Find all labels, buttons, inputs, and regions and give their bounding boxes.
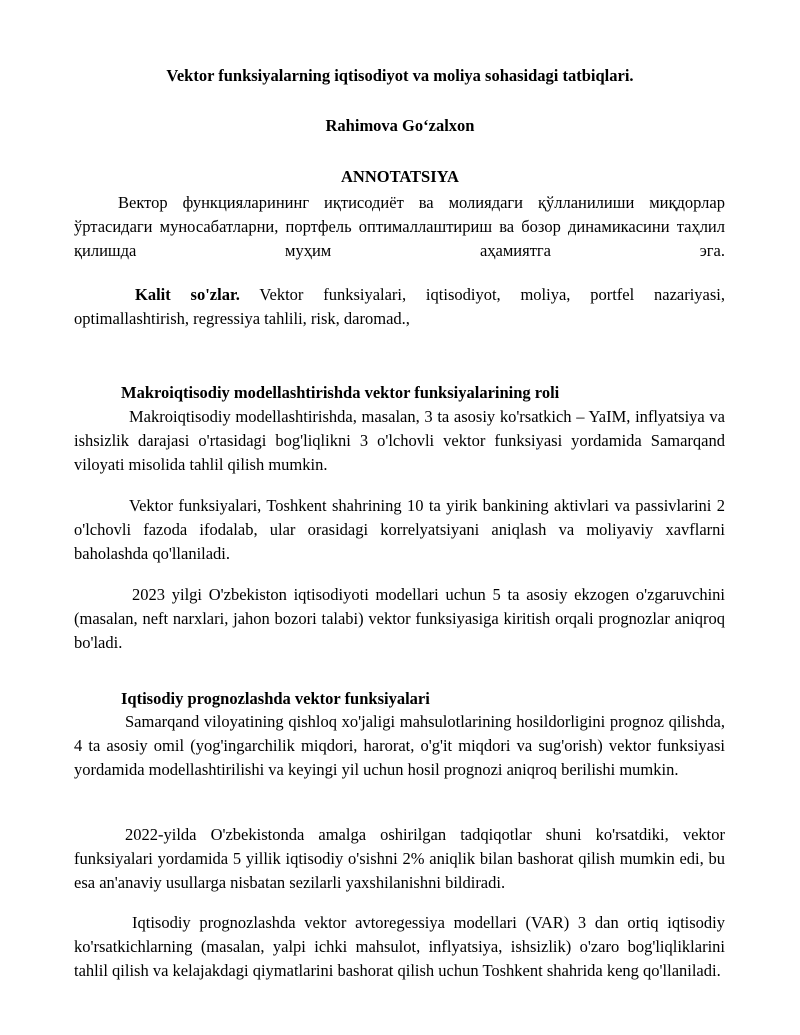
section-paragraph: Vektor funksiyalari, Toshkent shahrining 10 ta yirik bankining aktivlari va passivlarini 2 o'lchovli fazoda ifodalab, ular orasidagi korrelyatsiyani aniqlash va moliyaviy xavflarni baholashda qo'llaniladi.	[74, 496, 725, 563]
annotation-heading: ANNOTATSIYA	[341, 167, 459, 186]
section-heading: Iqtisodiy prognozlashda vektor funksiyalari	[121, 689, 430, 708]
section-heading: Makroiqtisodiy modellashtirishda vektor funksiyalarining roli	[121, 383, 560, 402]
section-paragraph: Makroiqtisodiy modellashtirishda, masalan, 3 ta asosiy ko'rsatkich – YaIM, inflyatsiya va ishsizlik darajasi o'rtasidagi bog'liqlikni 3 o'lchovli vektor funksiyasi yordamida Samarqand viloyati misolida tahlil qilish mumkin.	[74, 407, 725, 474]
keywords-label: Kalit so'zlar.	[135, 285, 240, 304]
section-paragraph: 2022-yilda O'zbekistonda amalga oshirilgan tadqiqotlar shuni ko'rsatdiki, vektor funksiyalari yordamida 5 yillik iqtisodiy o'sishni 2% aniqlik bilan bashorat qilish mumkin edi, bu esa an'anaviy usullarga nisbatan sezilarli yaxshilanishni bildiradi.	[74, 825, 725, 892]
section-paragraph: 2023 yilgi O'zbekiston iqtisodiyoti modellari uchun 5 ta asosiy ekzogen o'zgaruvchini (masalan, neft narxlari, jahon bozori talabi) vektor funksiyasiga kiritish orqali prognozlar aniqroq bo'ladi.	[74, 585, 725, 652]
author-name: Rahimova Go‘zalxon	[325, 116, 475, 135]
annotation-paragraph: Вектор функцияларининг иқтисодиёт ва молиядаги қўлланилиши миқдорлар ўртасидаги муносабатларни, портфель оптималлаштириш ва бозор динамикасини таҳлил қилишда муҳим аҳамиятга эга.	[74, 193, 725, 260]
keywords-paragraph	[74, 283, 725, 331]
document-title: Vektor funksiyalarning iqtisodiyot va moliya sohasidagi tatbiqlari.	[166, 66, 634, 85]
section-paragraph: Iqtisodiy prognozlashda vektor avtoregessiya modellari (VAR) 3 dan ortiq iqtisodiy ko'rsatkichlarning (masalan, yalpi ichki mahsulot, inflyatsiya, ishsizlik) o'zaro bog'liqliklarini tahlil qilish va kelajakdagi qiymatlarini bashorat qilish uchun Toshkent shahrida keng qo'llaniladi.	[74, 913, 725, 980]
keywords-text: Vektor funksiyalari, iqtisodiyot, moliya, portfel nazariyasi, optimallashtirish, regressiya tahlili, risk, daromad.,	[74, 285, 725, 328]
section-paragraph: Samarqand viloyatining qishloq xo'jaligi mahsulotlarining hosildorligini prognoz qilishda, 4 ta asosiy omil (yog'ingarchilik miqdori, harorat, o'g'it miqdori va sug'orish) vektor funksiyasi yordamida modellashtirilishi va keyingi yil uchun hosil prognozi aniqroq berilishi mumkin.	[74, 712, 725, 779]
